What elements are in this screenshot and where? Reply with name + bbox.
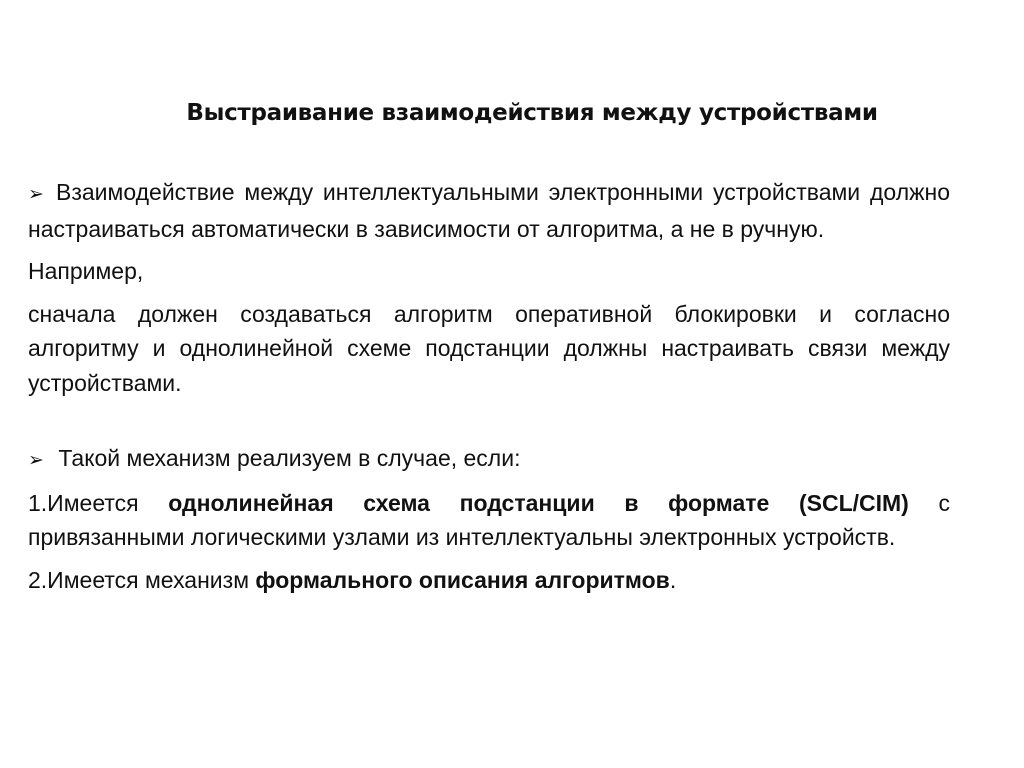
list-item-2-bold: формального описания алгоритмов xyxy=(255,566,670,593)
paragraph-interaction-text: Взаимодействие между интеллектуальными электронными устройствами должно настраиваться автоматически в зависимости от алгоритма, а не в ручную. xyxy=(28,179,950,242)
list-item-2-suffix: . xyxy=(669,566,677,593)
list-item-1 xyxy=(28,486,950,555)
list-item-1-bold: однолинейная схема подстанции в формате (SCL/CIM) xyxy=(168,489,909,516)
paragraph-mechanism xyxy=(28,441,950,478)
paragraph-example: Например, xyxy=(28,258,144,284)
list-item-1-rest: с привязанными логическими узлами из интеллектуальны электронных устройств. xyxy=(28,489,950,550)
slide-content xyxy=(28,175,950,597)
arrow-bullet-icon: ➢ xyxy=(28,449,44,471)
list-item-1-prefix: 1.Имеется xyxy=(28,489,169,516)
paragraph-interaction xyxy=(28,175,950,246)
arrow-bullet-icon: ➢ xyxy=(28,183,44,205)
list-item-2-prefix: 2.Имеется механизм xyxy=(28,566,256,593)
paragraph-mechanism-text: Такой механизм реализуем в случае, если: xyxy=(52,445,521,471)
paragraph-algorithm: сначала должен создаваться алгоритм оперативной блокировки и согласно алгоритму и однолинейной схеме подстанции должны настраивать связи между устройствами. xyxy=(28,300,950,396)
list-item-2 xyxy=(28,563,950,598)
slide-title: Выстраивание взаимодействия между устройствами xyxy=(186,100,878,126)
